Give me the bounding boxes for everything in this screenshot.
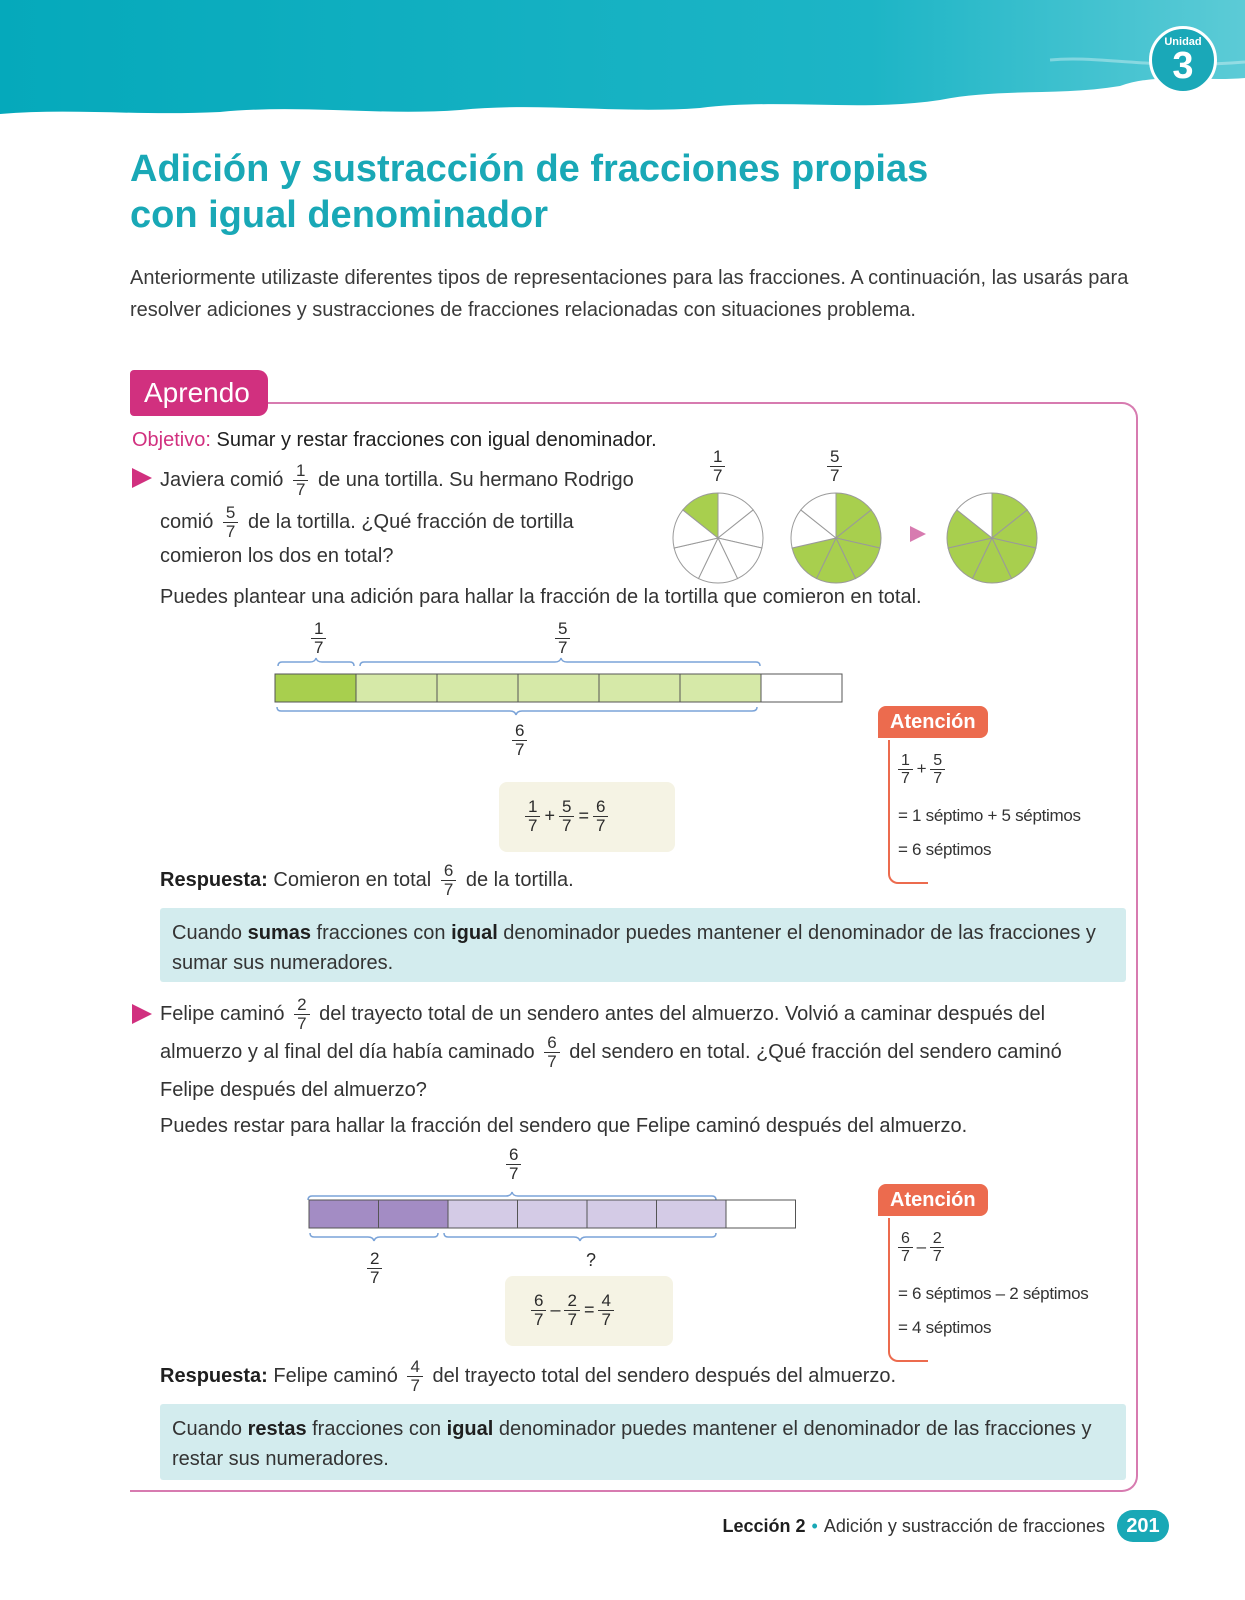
numerator: 2 [564, 1292, 579, 1311]
fraction [531, 1292, 546, 1329]
rule-box-2 [160, 1404, 1126, 1480]
bar2-segment [726, 1200, 796, 1228]
objective-text: Sumar y restar fracciones con igual denominador. [216, 429, 657, 451]
fraction [564, 1292, 579, 1329]
numerator: 6 [544, 1034, 559, 1053]
answer-label: Respuesta: [160, 868, 268, 891]
numerator: 1 [311, 620, 326, 639]
operator: + [544, 805, 555, 826]
header-banner [0, 0, 1245, 125]
numerator: 6 [593, 798, 608, 817]
denominator: 7 [561, 816, 572, 835]
attention-tag-1: Atención [878, 706, 988, 738]
numerator: 5 [559, 798, 574, 817]
denominator: 7 [547, 1052, 557, 1071]
denominator: 7 [297, 1014, 307, 1033]
attention-line2: = 1 séptimo + 5 séptimos [898, 806, 1081, 825]
title-line-2: con igual denominador [130, 194, 549, 236]
rule-box-1 [160, 908, 1126, 982]
denominator: 7 [601, 1310, 611, 1329]
operator: – [916, 1236, 926, 1256]
problem1-line3: comieron los dos en total? [160, 545, 394, 567]
problem1-line2 [160, 504, 574, 541]
numerator: 6 [506, 1146, 521, 1165]
bar2-segment [379, 1200, 449, 1228]
attention-line1 [894, 752, 949, 787]
numerator: 4 [598, 1292, 613, 1311]
denominator: 7 [534, 1310, 544, 1329]
attention-line3: = 6 séptimos [898, 840, 992, 859]
bar2-segment [587, 1200, 657, 1228]
denominator: 7 [528, 816, 538, 835]
tortilla-pies [670, 488, 1050, 588]
problem1-hint: Puedes plantear una adición para hallar la fracción de la tortilla que comieron en total. [160, 586, 922, 608]
fraction [223, 504, 238, 541]
page-title [130, 146, 1030, 238]
p1-text: de la tortilla. ¿Qué fracción de tortilla [247, 510, 574, 533]
brace-bottom [277, 707, 757, 715]
equation-box-2 [505, 1276, 673, 1346]
footer-lesson: Lección 2 [722, 1516, 806, 1536]
numerator: 5 [827, 448, 842, 467]
fraction [559, 798, 574, 835]
bar1-segment [275, 674, 356, 702]
rule-emphasis: restas [247, 1418, 307, 1440]
fraction [598, 1292, 613, 1329]
fraction [525, 798, 540, 835]
fraction [593, 798, 608, 835]
numerator: 1 [525, 798, 540, 817]
fraction [544, 1034, 559, 1071]
bar2-label-unknown: ? [586, 1250, 597, 1270]
pie-label-2 [827, 448, 842, 485]
denominator: 7 [901, 1248, 910, 1265]
bar-model-2 [300, 1186, 820, 1246]
equation-1 [521, 798, 612, 835]
p1-text: Javiera comió [160, 468, 284, 491]
brace-bottom-left [310, 1233, 438, 1241]
rule-text: Cuando [172, 922, 248, 944]
bar1-segment [356, 674, 437, 702]
fraction [898, 752, 913, 787]
numerator: 2 [367, 1250, 382, 1269]
numerator: 2 [930, 1230, 945, 1248]
objective-label: Objetivo: [132, 429, 211, 451]
brace-bottom-right [444, 1233, 716, 1241]
fraction [930, 752, 945, 787]
problem2-line3: Felipe después del almuerzo? [160, 1079, 427, 1101]
bar2-segment [518, 1200, 588, 1228]
equation-2 [527, 1292, 618, 1329]
fraction [293, 462, 308, 499]
bar1-segment [761, 674, 842, 702]
rule-emphasis: igual [446, 1418, 494, 1440]
brace-top-right [360, 658, 760, 666]
rule-emphasis: sumas [247, 922, 311, 944]
bar2-label-top [506, 1146, 521, 1183]
equals-sign: = [578, 805, 589, 826]
denominator: 7 [295, 480, 306, 499]
intro-paragraph: Anteriormente utilizaste diferentes tipos de representaciones para las fracciones. A continuación, las usarás para resolver adiciones y sustracciones de fracciones relacionadas con situaciones problema. [130, 267, 1129, 321]
equation-box-1 [499, 782, 675, 852]
p1-text: comió [160, 510, 214, 533]
bar1-label-left [311, 620, 326, 657]
equals-sign: = [583, 1299, 595, 1320]
problem2-line1 [160, 996, 1045, 1033]
unit-number: 3 [1172, 45, 1194, 87]
denominator: 7 [509, 1164, 519, 1183]
bar1-segment [437, 674, 518, 702]
bullet-arrow-icon [132, 468, 152, 488]
p2-text: Felipe caminó [160, 1002, 285, 1025]
bar2-segment [657, 1200, 727, 1228]
objective [132, 429, 657, 452]
fraction [898, 1230, 913, 1265]
numerator: 4 [407, 1358, 422, 1377]
answer-1 [160, 862, 574, 899]
attention-line2: = 6 séptimos – 2 séptimos [898, 1284, 1089, 1303]
p2-text: del trayecto total de un sendero antes del almuerzo. Volvió a caminar después del [319, 1002, 1046, 1025]
fraction [441, 862, 456, 899]
denominator: 7 [515, 740, 525, 759]
bar1-label-bottom [512, 722, 527, 759]
bar-model-1 [270, 658, 860, 720]
denominator: 7 [830, 466, 840, 485]
attention-tag-2: Atención [878, 1184, 988, 1216]
numerator: 5 [223, 504, 238, 523]
numerator: 1 [293, 462, 308, 481]
operator: – [550, 1299, 561, 1320]
denominator: 7 [932, 1248, 942, 1265]
denominator: 7 [595, 816, 606, 835]
fraction [407, 1358, 422, 1395]
fraction [294, 996, 309, 1033]
numerator: 5 [555, 620, 570, 639]
denominator: 7 [410, 1376, 420, 1395]
pie-five-sevenths [791, 493, 881, 583]
problem2-hint: Puedes restar para hallar la fracción del sendero que Felipe caminó después del almuerzo. [160, 1115, 968, 1137]
problem2-line2 [160, 1034, 1062, 1071]
p2-text: del sendero en total. ¿Qué fracción del sendero caminó [569, 1040, 1062, 1063]
rule-text: Cuando [172, 1418, 248, 1440]
numerator: 6 [898, 1230, 913, 1248]
bullet-arrow-icon [132, 1004, 152, 1024]
rule-text: fracciones con [306, 1418, 447, 1440]
answer-text: Comieron en total [273, 868, 432, 891]
aprendo-tag: Aprendo [130, 370, 268, 416]
answer-text: Felipe caminó [273, 1364, 398, 1387]
rule-emphasis: igual [451, 922, 498, 944]
rule-text: fracciones con [311, 922, 452, 944]
denominator: 7 [933, 770, 942, 787]
numerator: 5 [930, 752, 945, 770]
denominator: 7 [225, 522, 236, 541]
denominator: 7 [567, 1310, 577, 1329]
bar1-segment [599, 674, 680, 702]
rule-text: denominador puedes mantener el denominador de las fracciones y restar sus numeradores. [172, 1418, 1092, 1470]
problem1-line1 [160, 462, 634, 499]
pie-label-1 [710, 448, 725, 485]
answer-text: del trayecto total del sendero después del almuerzo. [432, 1364, 897, 1387]
footer-separator: • [811, 1516, 818, 1536]
numerator: 2 [294, 996, 309, 1015]
answer-2 [160, 1358, 896, 1395]
fraction [930, 1230, 945, 1265]
pie-arrow-icon [910, 526, 926, 542]
bar1-label-right [555, 620, 570, 657]
denominator: 7 [901, 770, 910, 787]
bar1-segment [680, 674, 761, 702]
numerator: 6 [512, 722, 527, 741]
footer [723, 1516, 1105, 1537]
bar2-segment [309, 1200, 379, 1228]
page-number: 201 [1117, 1510, 1169, 1542]
answer-text: de la tortilla. [465, 868, 574, 891]
bar1-segment [518, 674, 599, 702]
denominator: 7 [314, 638, 324, 657]
rule-text: denominador puedes mantener el denominador de las fracciones y sumar sus numeradores. [172, 922, 1096, 974]
pie-six-sevenths [947, 493, 1037, 583]
numerator: 1 [898, 752, 913, 770]
numerator: 1 [710, 448, 725, 467]
denominator: 7 [370, 1268, 380, 1287]
denominator: 7 [443, 880, 454, 899]
bar2-label-bottom-left [367, 1250, 382, 1287]
p1-text: de una tortilla. Su hermano Rodrigo [317, 468, 634, 491]
attention-line3: = 4 séptimos [898, 1318, 992, 1337]
pie-one-seventh [673, 493, 763, 583]
footer-topic: Adición y sustracción de fracciones [823, 1516, 1105, 1536]
attention-line1 [894, 1230, 948, 1265]
unit-label: Unidad [1164, 36, 1202, 48]
denominator: 7 [713, 466, 723, 485]
unit-badge [1149, 26, 1217, 94]
frame-bottom-rule [130, 1490, 1120, 1492]
p2-text: almuerzo y al final del día había caminado [160, 1040, 535, 1063]
brace-top [308, 1192, 716, 1200]
title-line-1: Adición y sustracción de fracciones propias [130, 148, 929, 190]
bar2-segment [448, 1200, 518, 1228]
denominator: 7 [558, 638, 568, 657]
numerator: 6 [441, 862, 456, 881]
operator: + [916, 758, 927, 778]
answer-label: Respuesta: [160, 1364, 268, 1387]
brace-top-left [278, 658, 354, 666]
numerator: 6 [531, 1292, 546, 1311]
